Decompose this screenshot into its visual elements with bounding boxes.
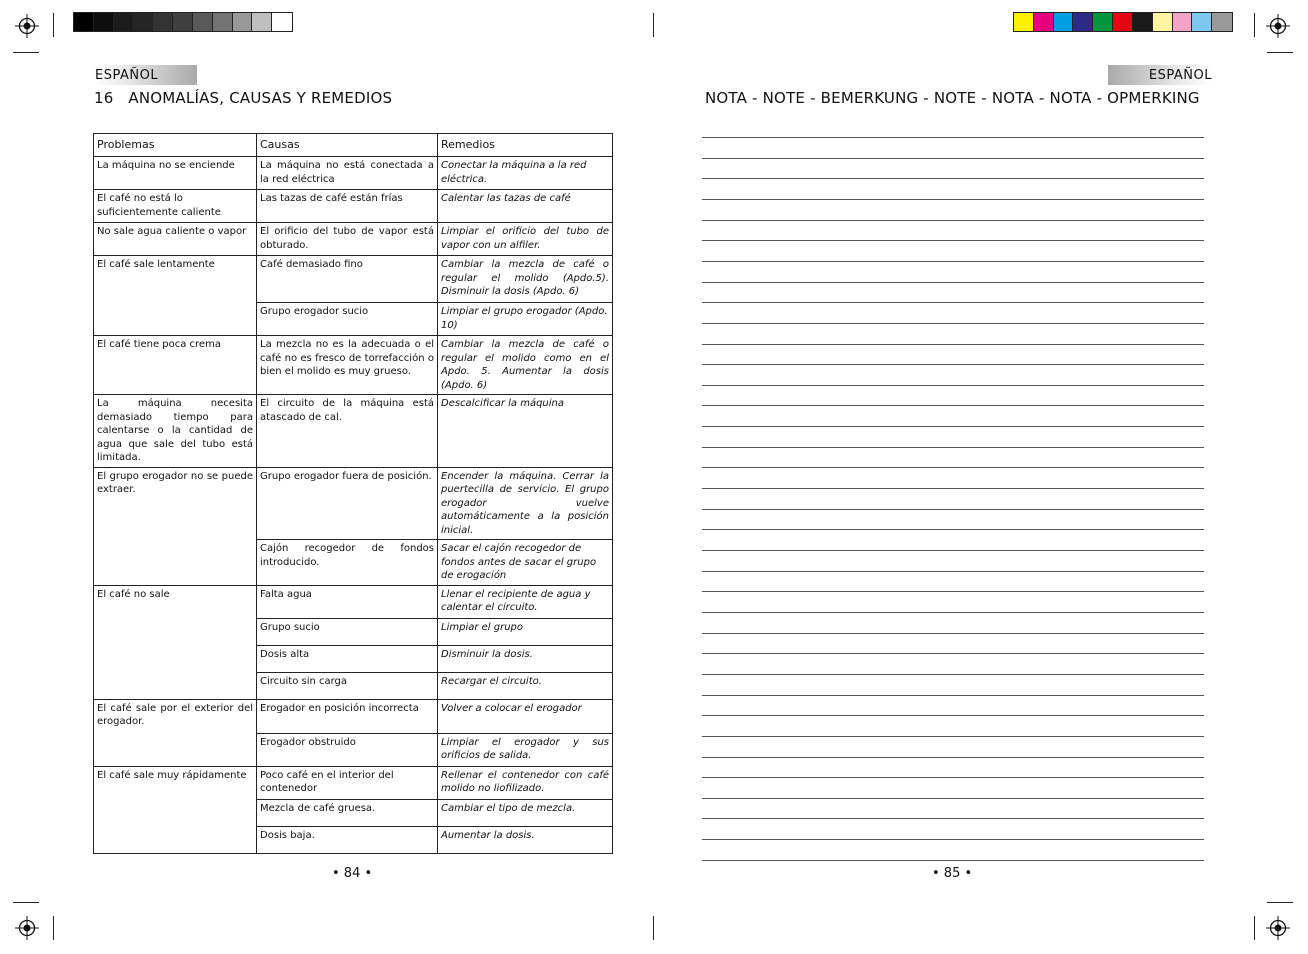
table-row (94, 223, 613, 256)
grayscale-bar (73, 12, 293, 32)
note-title: NOTA - NOTE - BEMERKUNG - NOTE - NOTA - NOTA - OPMERKING (705, 89, 1200, 107)
crop-mark (653, 13, 654, 37)
color-swatch (1093, 13, 1113, 31)
note-line (702, 509, 1204, 510)
remedy-cell: Aumentar la dosis. (438, 826, 613, 853)
cause-cell: Falta agua (257, 585, 438, 618)
remedy-cell: Volver a colocar el erogador (438, 699, 613, 733)
troubleshooting-table (93, 133, 613, 854)
cause-cell: El orificio del tubo de vapor está obturado. (257, 223, 438, 256)
note-line (702, 736, 1204, 737)
cause-cell: Cajón recogedor de fondos introducido. (257, 540, 438, 586)
color-swatch (1212, 13, 1232, 31)
problem-cell: El café sale lentamente (94, 256, 257, 336)
problem-cell: El café tiene poca crema (94, 336, 257, 395)
remedy-cell: Sacar el cajón recogedor de fondos antes de sacar el grupo de erogación (438, 540, 613, 586)
remedy-cell: Rellenar el contenedor con café molido no liofilizado. (438, 766, 613, 799)
cause-cell: La mezcla no es la adecuada o el café no es fresco de torrefacción o bien el molido es muy grueso. (257, 336, 438, 395)
cause-cell: Las tazas de café están frías (257, 190, 438, 223)
note-line (702, 777, 1204, 778)
note-line (702, 447, 1204, 448)
table-header-row (94, 134, 613, 157)
page-number: • 85 • (932, 866, 973, 881)
remedy-cell: Calentar las tazas de café (438, 190, 613, 223)
note-line (702, 798, 1204, 799)
note-line (702, 818, 1204, 819)
note-line (702, 571, 1204, 572)
color-swatch (1133, 13, 1153, 31)
note-line (702, 137, 1204, 138)
crop-mark (13, 902, 39, 903)
color-swatch (133, 13, 153, 31)
cause-cell: Poco café en el interior del contenedor (257, 766, 438, 799)
table-row (94, 467, 613, 540)
note-line (702, 488, 1204, 489)
crop-mark (653, 916, 654, 940)
cause-cell: Erogador en posición incorrecta (257, 699, 438, 733)
cause-cell: Mezcla de café gruesa. (257, 799, 438, 826)
section-title: ANOMALÍAS, CAUSAS Y REMEDIOS (128, 89, 393, 107)
cause-cell: Grupo erogador sucio (257, 303, 438, 336)
color-swatch (272, 13, 292, 31)
cause-cell: Dosis baja. (257, 826, 438, 853)
language-tab: ESPAÑOL (1108, 65, 1212, 85)
remedy-cell: Recargar el circuito. (438, 672, 613, 699)
note-line (702, 860, 1204, 861)
table-row (94, 157, 613, 190)
registration-mark-icon (1266, 916, 1290, 940)
color-bar (1013, 12, 1233, 32)
note-line (702, 240, 1204, 241)
color-swatch (1054, 13, 1074, 31)
note-line (702, 364, 1204, 365)
color-swatch (1173, 13, 1193, 31)
remedy-cell: Cambiar la mezcla de café o regular el molido como en el Apdo. 5. Aumentar la dosis (Apdo. 6) (438, 336, 613, 395)
cause-cell: Café demasiado fino (257, 256, 438, 303)
table-row (94, 699, 613, 733)
remedy-cell: Disminuir la dosis. (438, 645, 613, 672)
registration-mark-icon (15, 916, 39, 940)
note-line (702, 405, 1204, 406)
note-line (702, 302, 1204, 303)
remedy-cell: Limpiar el erogador y sus orificios de salida. (438, 733, 613, 766)
note-line (702, 633, 1204, 634)
cause-cell: Dosis alta (257, 645, 438, 672)
color-swatch (1153, 13, 1173, 31)
remedy-cell: Llenar el recipiente de agua y calentar el circuito. (438, 585, 613, 618)
table-row (94, 190, 613, 223)
crop-mark (13, 52, 39, 53)
problem-cell: El café no sale (94, 585, 257, 699)
column-header-remedies: Remedios (438, 134, 613, 157)
problem-cell: La máquina no se enciende (94, 157, 257, 190)
color-swatch (173, 13, 193, 31)
column-header-causes: Causas (257, 134, 438, 157)
color-swatch (94, 13, 114, 31)
note-line (702, 757, 1204, 758)
cause-cell: El circuito de la máquina está atascado de cal. (257, 395, 438, 468)
table-row (94, 336, 613, 395)
cause-cell: Circuito sin carga (257, 672, 438, 699)
note-line (702, 653, 1204, 654)
remedy-cell: Cambiar la mezcla de café o regular el molido (Apdo.5). Disminuir la dosis (Apdo. 6) (438, 256, 613, 303)
registration-mark-icon (1266, 14, 1290, 38)
color-swatch (252, 13, 272, 31)
cause-cell: Erogador obstruido (257, 733, 438, 766)
problem-cell: La máquina necesita demasiado tiempo para calentarse o la cantidad de agua que sale del tubo está limitada. (94, 395, 257, 468)
note-line (702, 674, 1204, 675)
note-line (702, 612, 1204, 613)
problem-cell: No sale agua caliente o vapor (94, 223, 257, 256)
remedy-cell: Limpiar el orificio del tubo de vapor con un alfiler. (438, 223, 613, 256)
page-number: • 84 • (332, 866, 373, 881)
remedy-cell: Encender la máquina. Cerrar la puertecilla de servicio. El grupo erogador vuelve automáticamente a la posición inicial. (438, 467, 613, 540)
note-line (702, 220, 1204, 221)
note-line (702, 839, 1204, 840)
problem-cell: El café sale muy rápidamente (94, 766, 257, 853)
note-line (702, 385, 1204, 386)
crop-mark (53, 916, 54, 940)
crop-mark (53, 13, 54, 37)
color-swatch (1034, 13, 1054, 31)
remedy-cell: Cambiar el tipo de mezcla. (438, 799, 613, 826)
crop-mark (1254, 916, 1255, 940)
language-tab: ESPAÑOL (93, 65, 197, 85)
section-number: 16 (94, 89, 114, 107)
column-header-problems: Problemas (94, 134, 257, 157)
color-swatch (153, 13, 173, 31)
color-swatch (213, 13, 233, 31)
color-swatch (193, 13, 213, 31)
color-swatch (74, 13, 94, 31)
crop-mark (1267, 902, 1293, 903)
note-line (702, 158, 1204, 159)
table-row (94, 585, 613, 618)
cause-cell: La máquina no está conectada a la red eléctrica (257, 157, 438, 190)
note-line (702, 261, 1204, 262)
color-swatch (1192, 13, 1212, 31)
registration-mark-icon (15, 14, 39, 38)
note-line (702, 529, 1204, 530)
note-line (702, 591, 1204, 592)
crop-mark (1254, 13, 1255, 37)
color-swatch (233, 13, 253, 31)
remedy-cell: Limpiar el grupo (438, 618, 613, 645)
note-line (702, 344, 1204, 345)
color-swatch (114, 13, 134, 31)
table-row (94, 395, 613, 468)
section-heading (94, 89, 392, 107)
note-line (702, 323, 1204, 324)
table-row (94, 766, 613, 799)
cause-cell: Grupo sucio (257, 618, 438, 645)
problem-cell: El café sale por el exterior del erogador. (94, 699, 257, 766)
note-line (702, 715, 1204, 716)
note-line (702, 426, 1204, 427)
note-line (702, 282, 1204, 283)
note-line (702, 199, 1204, 200)
color-swatch (1014, 13, 1034, 31)
remedy-cell: Limpiar el grupo erogador (Apdo. 10) (438, 303, 613, 336)
remedy-cell: Descalcificar la máquina (438, 395, 613, 468)
note-line (702, 550, 1204, 551)
problem-cell: El café no está lo suficientemente caliente (94, 190, 257, 223)
crop-mark (1267, 52, 1293, 53)
color-swatch (1073, 13, 1093, 31)
color-swatch (1113, 13, 1133, 31)
table-row (94, 256, 613, 303)
note-line (702, 178, 1204, 179)
remedy-cell: Conectar la máquina a la red eléctrica. (438, 157, 613, 190)
cause-cell: Grupo erogador fuera de posición. (257, 467, 438, 540)
note-line (702, 467, 1204, 468)
note-line (702, 695, 1204, 696)
problem-cell: El grupo erogador no se puede extraer. (94, 467, 257, 585)
